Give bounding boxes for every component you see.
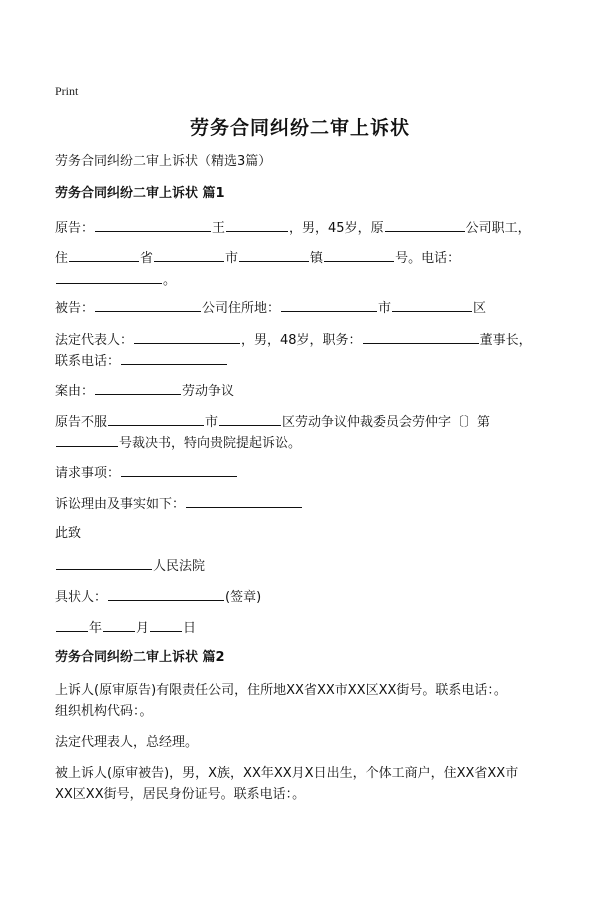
appellant-line-1: 上诉人(原审原告)有限责任公司，住所地XX省XX市XX区XX街号。联系电话：。	[55, 683, 507, 698]
section1-heading: 劳务合同纠纷二审上诉状 篇1	[55, 186, 225, 201]
rep-phone: 联系电话：	[55, 354, 121, 369]
defendant-district: 区	[473, 301, 487, 316]
rep-label: 法定代表人：	[55, 333, 134, 348]
addr-live: 住	[55, 251, 69, 266]
blank-field	[95, 297, 201, 312]
print-label[interactable]: Print	[55, 84, 79, 98]
document-title: 劳务合同纠纷二审上诉状	[189, 117, 410, 139]
blank-field	[219, 411, 281, 426]
plaintiff-line	[55, 217, 555, 239]
reason-label: 诉讼理由及事实如下：	[55, 497, 186, 512]
court-line	[55, 555, 555, 577]
date-month: 月	[136, 621, 150, 636]
appeal-line-2	[55, 432, 555, 454]
blank-field	[281, 297, 377, 312]
defendant-city: 市	[378, 301, 392, 316]
blank-field	[385, 217, 465, 232]
rep-info: ，男，48岁，职务：	[241, 333, 362, 348]
plaintiff-job: 公司职工，	[465, 221, 531, 236]
date-day: 日	[183, 621, 197, 636]
appeal-part-3: 区劳动争议仲裁委员会劳仲字〔〕第	[282, 415, 491, 430]
signer-line	[55, 586, 555, 608]
blank-field	[103, 617, 135, 632]
defendant-label: 被告：	[55, 301, 95, 316]
addr-province: 省	[140, 251, 154, 266]
date-year: 年	[89, 621, 103, 636]
blank-field	[56, 269, 162, 284]
blank-field	[56, 617, 88, 632]
request-line	[55, 462, 555, 484]
blank-field	[108, 586, 224, 601]
blank-field	[392, 297, 472, 312]
address-line	[55, 247, 555, 269]
blank-field	[56, 432, 118, 447]
cause-value: 劳动争议	[182, 384, 235, 399]
address-line-2	[55, 269, 555, 291]
signer-seal: (签章)	[225, 590, 262, 605]
plaintiff-surname: 王	[212, 221, 226, 236]
defendant-line	[55, 297, 555, 319]
blank-field	[226, 217, 288, 232]
blank-field	[95, 217, 211, 232]
rep-title: 董事长，	[479, 333, 532, 348]
plaintiff-info: ，男，45岁，原	[289, 221, 384, 236]
blank-field	[108, 411, 204, 426]
appeal-part-2: 市	[205, 415, 219, 430]
cause-line	[55, 380, 555, 402]
section2-heading: 劳务合同纠纷二审上诉状 篇2	[55, 650, 225, 665]
addr-end: 。	[163, 273, 177, 288]
blank-field	[121, 462, 237, 477]
appellee-line-2: XX区XX街号，居民身份证号。联系电话：。	[55, 787, 306, 802]
blank-field	[363, 329, 479, 344]
date-line	[55, 617, 555, 639]
blank-field	[150, 617, 182, 632]
appeal-part-1: 原告不服	[55, 415, 108, 430]
blank-field	[121, 350, 227, 365]
blank-field	[324, 247, 394, 262]
blank-field	[154, 247, 224, 262]
representative-line	[55, 329, 555, 351]
plaintiff-label: 原告：	[55, 221, 95, 236]
addr-city: 市	[225, 251, 239, 266]
court-name: 人民法院	[153, 559, 206, 574]
legal-rep-line: 法定代理表人，总经理。	[55, 735, 199, 750]
appeal-part-4: 号裁决书，特向贵院提起诉讼。	[119, 436, 302, 451]
appellant-line-2: 组织机构代码：。	[55, 704, 153, 719]
blank-field	[56, 555, 152, 570]
cause-label: 案由：	[55, 384, 95, 399]
blank-field	[239, 247, 309, 262]
blank-field	[95, 380, 181, 395]
reason-line	[55, 493, 555, 515]
blank-field	[134, 329, 240, 344]
defendant-addr: 公司住所地：	[202, 301, 281, 316]
signer-label: 具状人：	[55, 590, 108, 605]
request-label: 请求事项：	[55, 466, 121, 481]
blank-field	[186, 493, 302, 508]
appeal-line	[55, 411, 555, 433]
blank-field	[69, 247, 139, 262]
to-line: 此致	[55, 526, 82, 541]
addr-number: 号。电话：	[395, 251, 461, 266]
representative-phone-line	[55, 350, 555, 372]
appellee-line-1: 被上诉人(原审被告)，男，X族，XX年XX月X日出生，个体工商户，住XX省XX市	[55, 766, 519, 781]
document-subtitle: 劳务合同纠纷二审上诉状（精选3篇）	[55, 154, 272, 169]
addr-town: 镇	[310, 251, 324, 266]
